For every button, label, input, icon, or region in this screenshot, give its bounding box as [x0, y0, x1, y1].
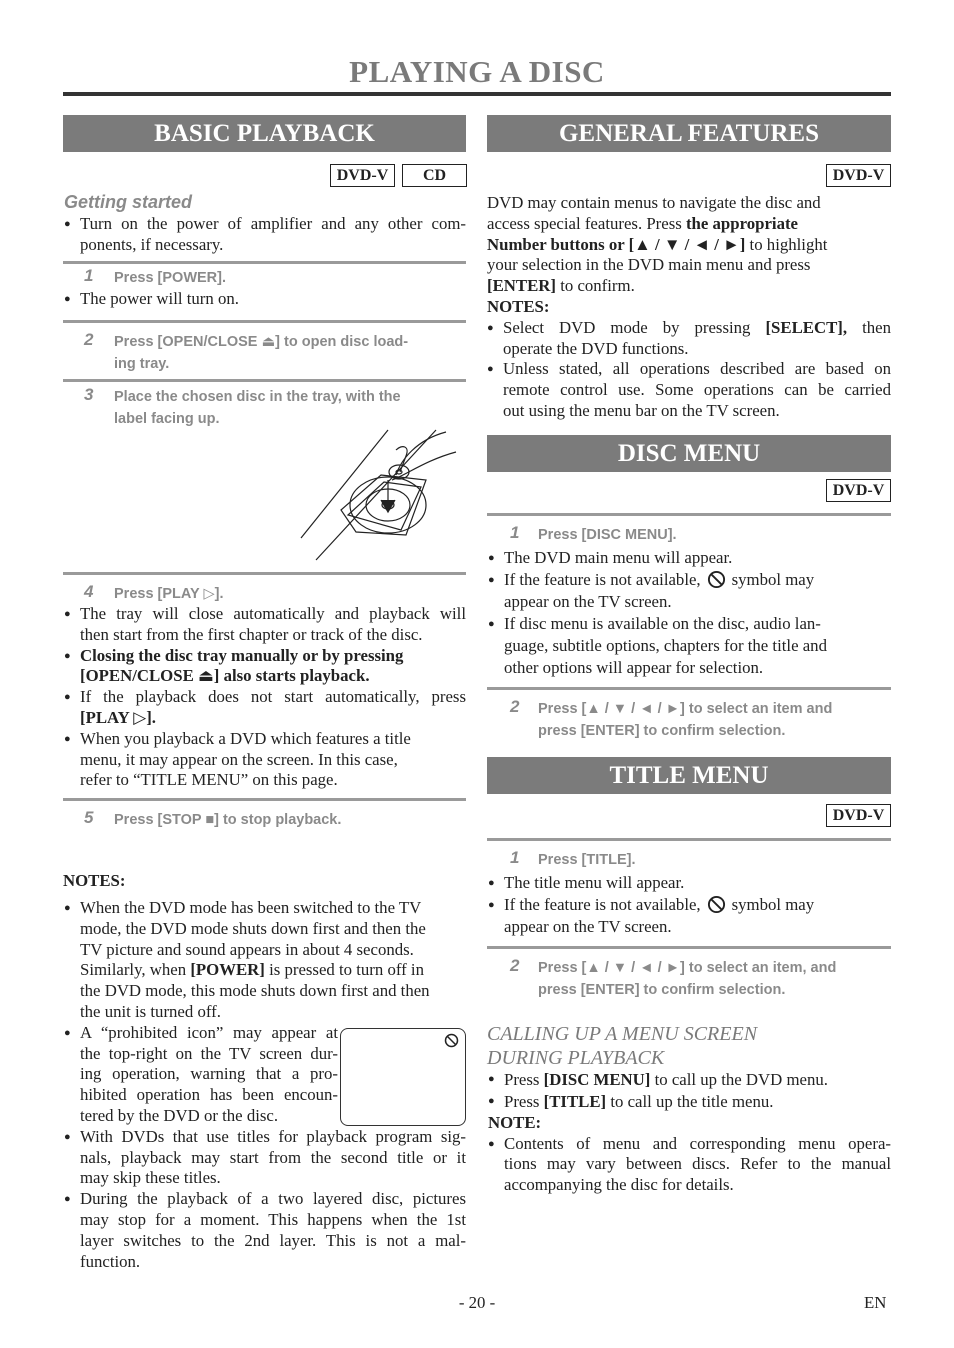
- disc-menu-step-1-text: Press [DISC MENU].: [538, 527, 677, 543]
- step-4-bullets: ● The tray will close automatically and playback will then start from the first chapter or track of the disc. ● Closing the disc tray manually or by pressing [OPEN/CLOSE ⏏] also starts playback. ● If the playback does not start automatically, press [PLAY ▷]. ● When you playback a DVD which features a title menu, it may appear on the screen. In this case, refer to “TITLE MENU” on this page.: [64, 604, 466, 790]
- note-item: ● During the playback of a two layered disc, pictures may stop for a moment. This happens when the 1st layer switches to the 2nd layer. This is not a mal- function.: [64, 1189, 466, 1271]
- note-item: ● With DVDs that use titles for playback program sig- nals, playback may start from the second title or it may skip these titles.: [64, 1126, 466, 1188]
- notes-label: NOTES:: [63, 871, 126, 890]
- step-5-text: Press [STOP ■] to stop playback.: [114, 812, 342, 828]
- disc-menu-step-2-text: Press [▲ / ▼ / ◄ / ►] to select an item and press [ENTER] to confirm selection.: [538, 701, 833, 739]
- prohibited-icon: [444, 1033, 459, 1048]
- getting-started-text: ● Turn on the power of amplifier and any other com- ponents, if necessary.: [64, 214, 466, 254]
- bullet-icon: ●: [64, 1193, 71, 1206]
- title-menu-step-2-text: Press [▲ / ▼ / ◄ / ►] to select an item, and press [ENTER] to confirm selection.: [538, 960, 837, 998]
- disc-menu-bullets: ● The DVD main menu will appear. ● If the feature is not available, symbol may appear on the TV screen. ● If disc menu is available on the disc, audio lan- guage, subtitle options, chapters for the title and other options will appear for selection.: [488, 548, 827, 677]
- bullet-icon: ●: [488, 899, 495, 911]
- bullet-icon: ●: [488, 1094, 495, 1107]
- bullet-icon: ●: [64, 902, 71, 914]
- bullet-icon: ●: [64, 218, 71, 230]
- step-divider: [487, 838, 891, 841]
- bullet-icon: ●: [64, 1130, 71, 1143]
- calling-menu-text: ● Press [DISC MENU] to call up the DVD menu. ● Press [TITLE] to call up the title menu. NOTE: ● Contents of menu and corresponding menu opera- tions may vary between discs. Refer to the manual accompanying the disc for details.: [488, 1070, 891, 1195]
- step-number: 2: [510, 697, 520, 716]
- step-3-text: Place the chosen disc in the tray, with the label facing up.: [114, 389, 401, 427]
- step-2-text: Press [OPEN/CLOSE ⏏] to open disc load- ing tray.: [114, 334, 409, 372]
- step-number: 3: [84, 385, 94, 404]
- step-divider: [63, 320, 466, 323]
- bullet-icon: ●: [64, 293, 71, 305]
- step-divider: [487, 946, 891, 949]
- bullet-icon: ●: [488, 877, 495, 889]
- bullet-icon: ●: [64, 691, 71, 704]
- bullet-icon: ●: [487, 363, 494, 376]
- step-number: 1: [510, 523, 520, 542]
- dvd-v-badge: DVD-V: [826, 479, 891, 502]
- page-title: PLAYING A DISC: [349, 54, 605, 89]
- step-number: 4: [84, 582, 94, 601]
- bullet-icon: ●: [64, 1026, 71, 1039]
- title-divider: [63, 92, 891, 96]
- step-number: 1: [510, 848, 520, 867]
- cd-badge: CD: [402, 164, 467, 187]
- step-divider: [63, 798, 466, 801]
- note-item: ● When the DVD mode has been switched to the TV mode, the DVD mode shuts down first and then the TV picture and sound appears in about 4 seconds. Similarly, when [POWER] is pressed to turn off in the DVD mode, this mode shuts down first and then the unit is turned off.: [64, 898, 430, 1021]
- title-menu-bullets: ● The title menu will appear. ● If the feature is not available, symbol may appear on the TV screen.: [488, 873, 815, 936]
- step-number: 1: [84, 266, 94, 285]
- bullet-icon: ●: [488, 552, 495, 564]
- dvd-v-badge: DVD-V: [330, 164, 395, 187]
- dvd-v-badge: DVD-V: [826, 164, 891, 187]
- step-number: 2: [84, 330, 94, 349]
- bullet-icon: ●: [488, 574, 495, 586]
- note-item: ● A “prohibited icon” may appear at the top-right on the TV screen dur- ing operation, warning that a pro- hibited operation has been encoun- tered by the DVD or the disc.: [64, 1022, 338, 1125]
- step-divider: [487, 513, 891, 516]
- step-divider: [63, 379, 466, 382]
- step-divider: [487, 687, 891, 690]
- bullet-icon: ●: [487, 321, 494, 334]
- prohibited-icon: [707, 570, 726, 589]
- general-features-heading: GENERAL FEATURES: [487, 115, 891, 152]
- bullet-icon: ●: [488, 1073, 495, 1085]
- step-1-text: Press [POWER].: [114, 270, 226, 286]
- bullet-icon: ●: [64, 732, 71, 745]
- step-number: 5: [84, 808, 94, 827]
- language-code: EN: [864, 1293, 887, 1312]
- bullet-icon: ●: [488, 1137, 495, 1150]
- bullet-icon: ●: [488, 618, 495, 630]
- step-4-text: Press [PLAY ▷].: [114, 586, 224, 602]
- page-number: - 20 -: [458, 1293, 496, 1312]
- prohibited-icon: [707, 895, 726, 914]
- title-menu-step-1-text: Press [TITLE].: [538, 852, 636, 868]
- disc-menu-heading: DISC MENU: [487, 435, 891, 472]
- dvd-v-badge: DVD-V: [826, 804, 891, 827]
- bullet-icon: ●: [64, 608, 71, 620]
- general-features-text: DVD may contain menus to navigate the disc and access special features. Press the appropriate Number buttons or [▲ / ▼ / ◄ / ►] to highlight your selection in the DVD main menu and press [ENTER] to confirm. NOTES: ● Select DVD mode by pressing [SELECT], then operate the DVD functions. ● Unless stated, all operations described are based on remote control use. Some operations can be carried out using the menu bar on the TV screen.: [487, 193, 891, 420]
- tv-screen-illustration: [340, 1028, 466, 1126]
- basic-playback-heading: BASIC PLAYBACK: [63, 115, 466, 152]
- title-menu-heading: TITLE MENU: [487, 757, 891, 794]
- step-divider: [63, 261, 466, 264]
- step-divider: [63, 572, 466, 575]
- step-number: 2: [510, 956, 520, 975]
- getting-started-heading: Getting started: [64, 192, 193, 212]
- disc-tray-illustration: [296, 420, 461, 565]
- calling-menu-heading: CALLING UP A MENU SCREEN DURING PLAYBACK: [487, 1023, 758, 1069]
- bullet-icon: ●: [64, 649, 71, 662]
